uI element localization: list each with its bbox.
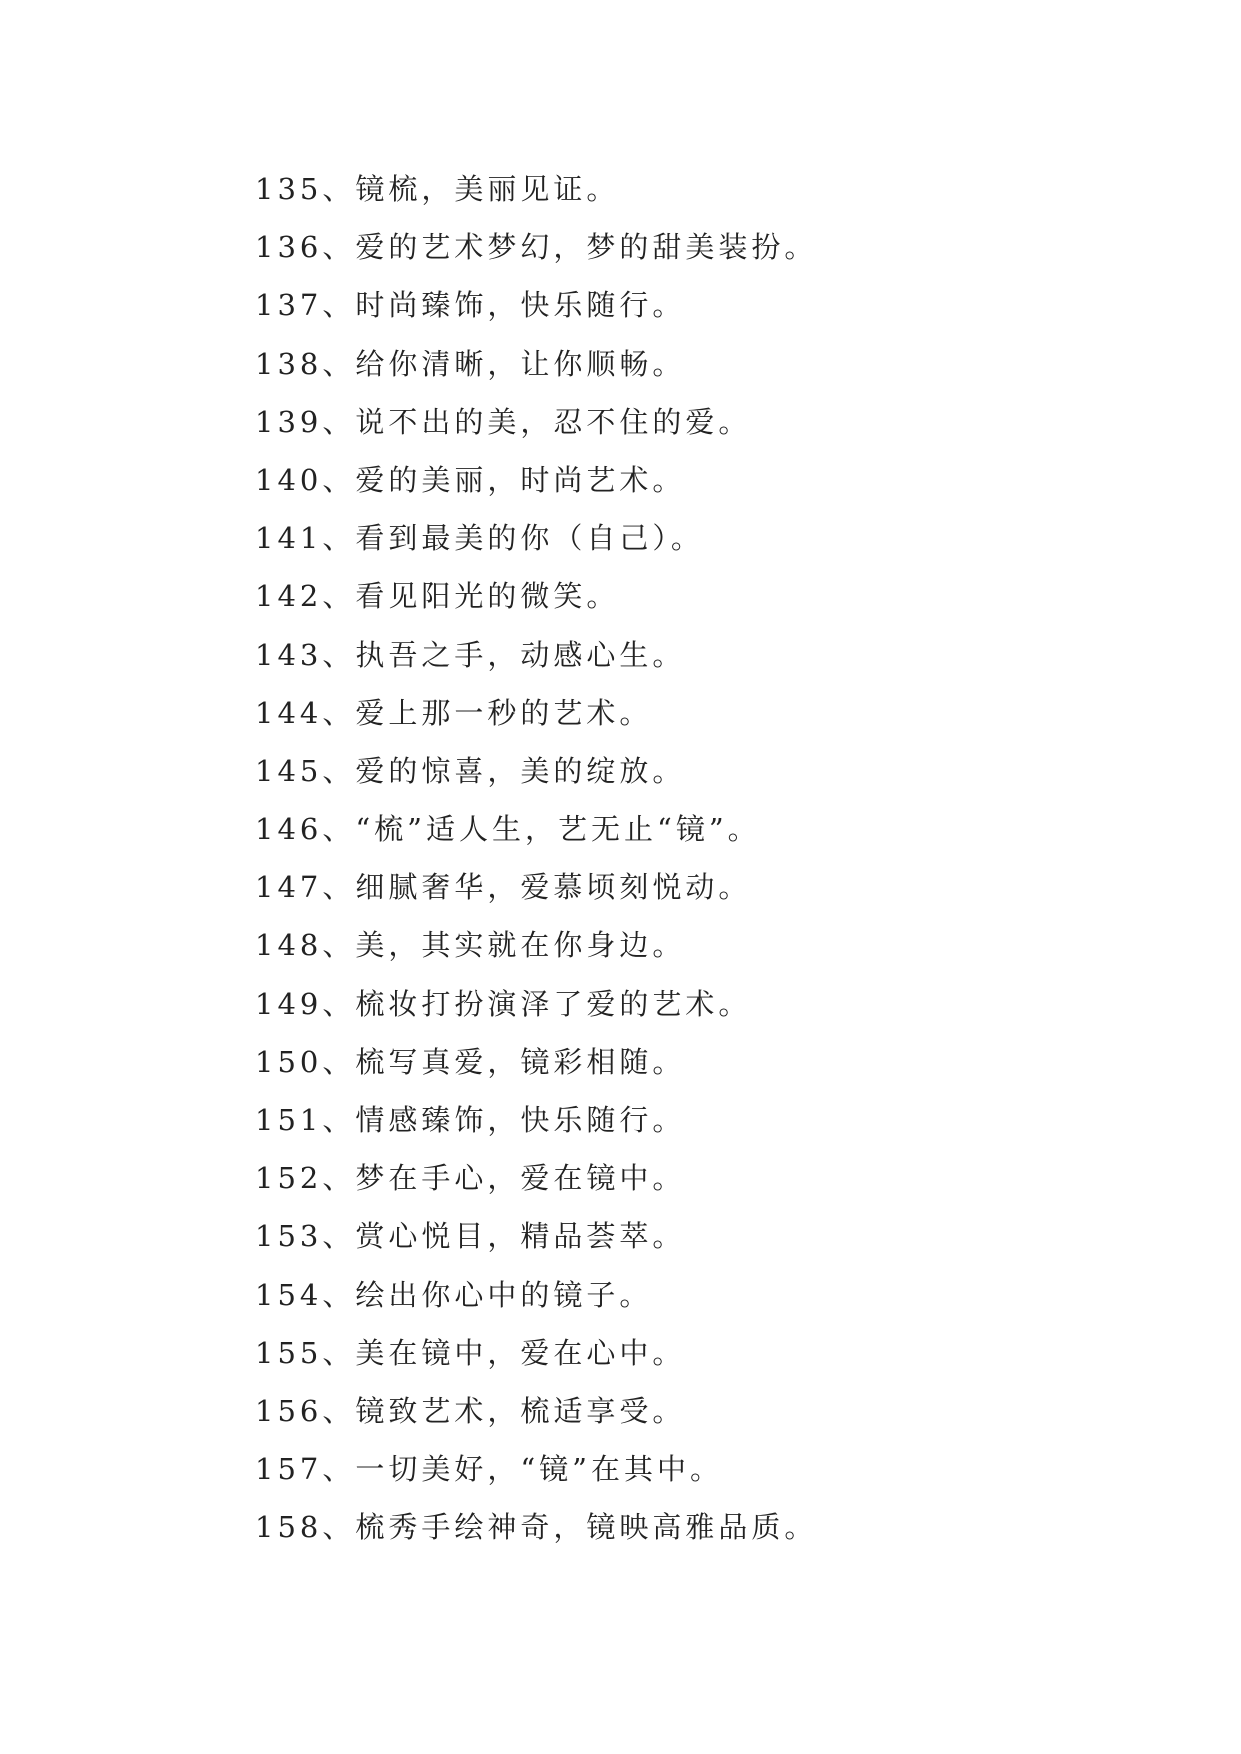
slogan-line: 137、时尚臻饰，快乐随行。 [255, 288, 686, 323]
slogan-line: 144、爱上那一秒的艺术。 [255, 695, 653, 730]
slogan-line: 153、赏心悦目，精品荟萃。 [255, 1219, 686, 1254]
slogan-line: 147、细腻奢华，爱慕顷刻悦动。 [255, 870, 752, 905]
slogan-line: 142、看见阳光的微笑。 [255, 579, 620, 614]
slogan-line: 149、梳妆打扮演泽了爱的艺术。 [255, 986, 752, 1021]
slogan-line: 135、镜梳，美丽见证。 [255, 172, 620, 206]
slogan-line: 143、执吾之手，动感心生。 [255, 637, 686, 672]
slogan-line: 155、美在镜中，爱在心中。 [255, 1335, 686, 1370]
slogan-line: 148、美，其实就在你身边。 [255, 928, 686, 963]
slogan-line: 141、看到最美的你（自己）。 [255, 521, 704, 556]
slogan-line: 154、绘出你心中的镜子。 [255, 1277, 653, 1312]
slogan-line: 158、梳秀手绘神奇，镜映高雅品质。 [255, 1510, 818, 1545]
slogan-line: 145、爱的惊喜，美的绽放。 [255, 753, 686, 788]
slogan-line: 136、爱的艺术梦幻，梦的甜美装扮。 [255, 230, 818, 265]
slogan-line: 157、一切美好，“镜”在其中。 [255, 1452, 724, 1487]
slogan-list [255, 160, 817, 1557]
slogan-line: 156、镜致艺术，梳适享受。 [255, 1393, 686, 1428]
slogan-line: 140、爱的美丽，时尚艺术。 [255, 462, 686, 497]
slogan-line: 138、给你清晰，让你顺畅。 [255, 346, 686, 381]
slogan-line: 139、说不出的美，忍不住的爱。 [255, 404, 752, 439]
slogan-line: 152、梦在手心，爱在镜中。 [255, 1161, 686, 1196]
slogan-line: 146、“梳”适人生，艺无止“镜”。 [255, 812, 761, 847]
slogan-line: 151、情感臻饰，快乐随行。 [255, 1103, 686, 1137]
slogan-line: 150、梳写真爱，镜彩相随。 [255, 1044, 686, 1079]
